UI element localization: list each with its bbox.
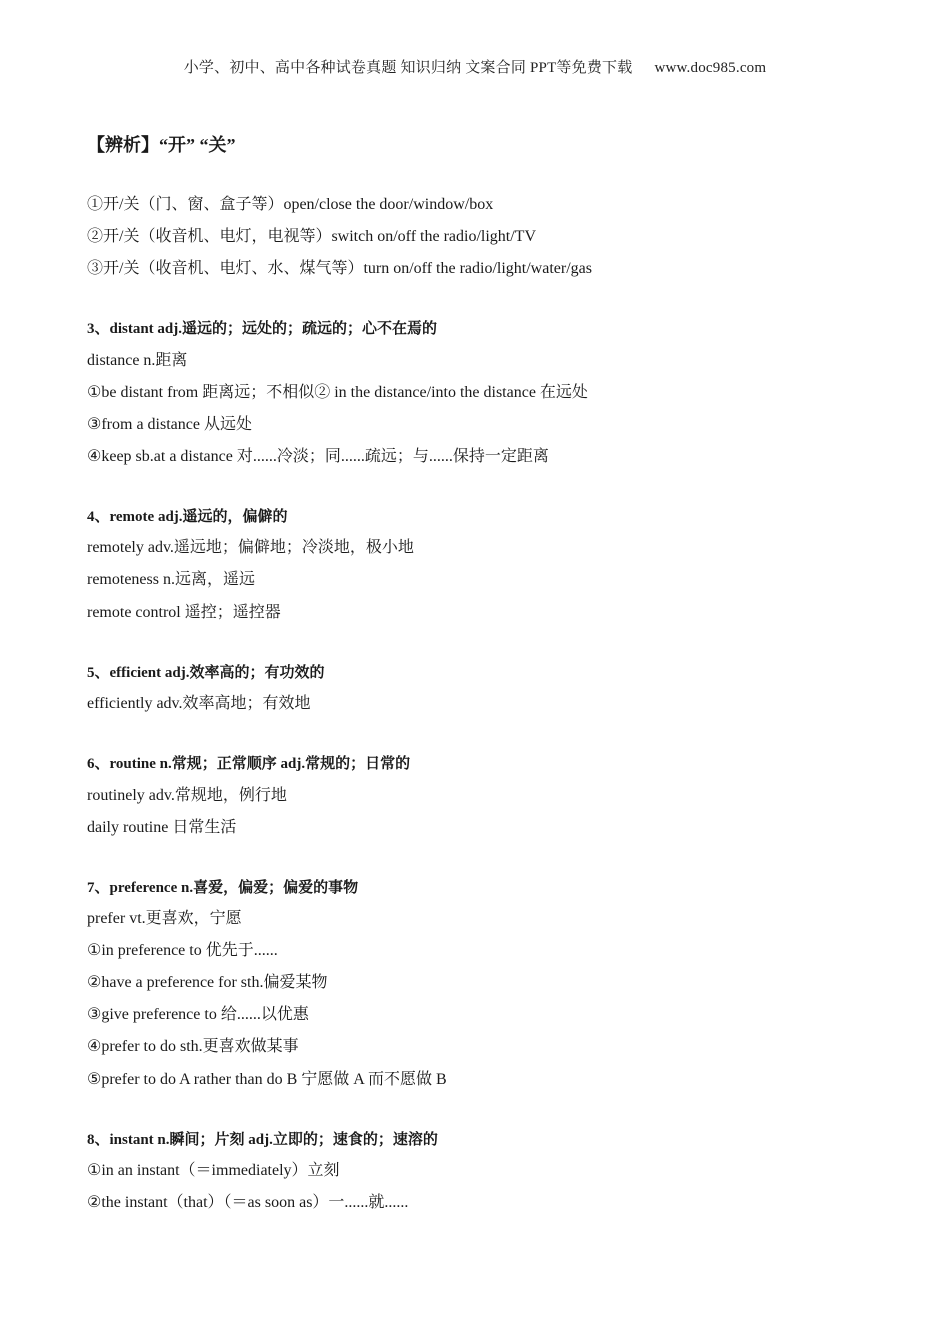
section-heading-routine: 6、routine n.常规；正常顺序 adj.常规的；日常的 <box>87 756 411 772</box>
section-heading-efficient: 5、efficient adj.效率高的；有功效的 <box>87 665 325 681</box>
section-line: routinely adv.常规地，例行地 <box>87 787 287 804</box>
section-line: ⑤prefer to do A rather than do B 宁愿做 A 而不愿做 B <box>87 1071 447 1088</box>
open-close-line-2: ②开/关（收音机、电灯，电视等）switch on/off the radio/light/TV <box>87 228 537 245</box>
section-line: ④keep sb.at a distance 对......冷淡；同......疏远；与......保持一定距离 <box>87 448 549 465</box>
page-header <box>0 56 950 77</box>
page-title: 【辨析】“开” “关” <box>87 135 236 155</box>
section-line: remote control 遥控；遥控器 <box>87 604 281 621</box>
section-line: efficiently adv.效率高地；有效地 <box>87 695 311 712</box>
section-line: ②have a preference for sth.偏爱某物 <box>87 974 328 991</box>
section-line: ③give preference to 给......以优惠 <box>87 1006 309 1023</box>
section-line: remotely adv.遥远地；偏僻地；冷淡地，极小地 <box>87 539 414 556</box>
section-line: distance n.距离 <box>87 352 188 369</box>
section-line: ①in preference to 优先于...... <box>87 942 278 959</box>
section-line: ①in an instant（＝immediately）立刻 <box>87 1162 340 1179</box>
section-line: daily routine 日常生活 <box>87 819 237 836</box>
section-heading-preference: 7、preference n.喜爱，偏爱；偏爱的事物 <box>87 880 359 896</box>
open-close-line-1: ①开/关（门、窗、盒子等）open/close the door/window/box <box>87 196 494 213</box>
section-line: prefer vt.更喜欢，宁愿 <box>87 910 242 927</box>
section-line: ③from a distance 从远处 <box>87 416 252 433</box>
header-site: www.doc985.com <box>654 60 767 76</box>
header-text: 小学、初中、高中各种试卷真题 知识归纳 文案合同 PPT等免费下载 <box>183 60 633 76</box>
open-close-line-3: ③开/关（收音机、电灯、水、煤气等）turn on/off the radio/light/water/gas <box>87 260 592 277</box>
section-heading-instant: 8、instant n.瞬间；片刻 adj.立即的；速食的；速溶的 <box>87 1132 438 1148</box>
section-line: ④prefer to do sth.更喜欢做某事 <box>87 1038 299 1055</box>
section-line: ①be distant from 距离远；不相似② in the distance/into the distance 在远处 <box>87 384 588 401</box>
section-line: ②the instant（that）（＝as soon as）一......就...... <box>87 1194 409 1211</box>
section-heading-distant: 3、distant adj.遥远的；远处的；疏远的；心不在焉的 <box>87 321 438 337</box>
section-line: remoteness n.远离，遥远 <box>87 571 255 588</box>
section-heading-remote: 4、remote adj.遥远的，偏僻的 <box>87 509 288 525</box>
